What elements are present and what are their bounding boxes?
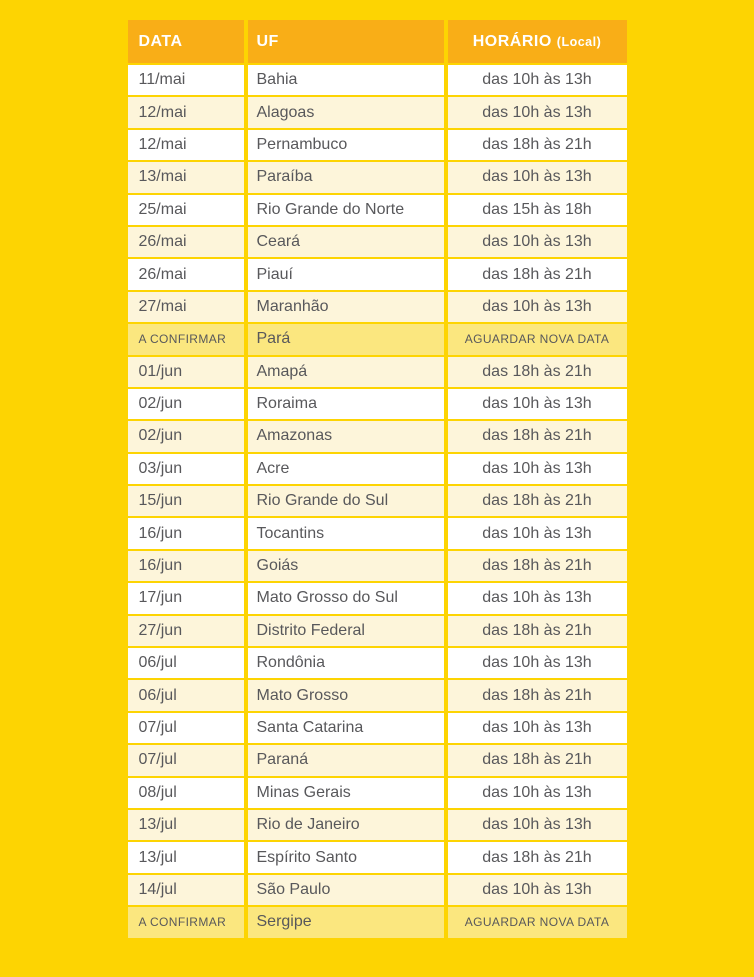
time-cell: das 18h às 21h [448, 680, 627, 710]
uf-cell: Espírito Santo [248, 842, 444, 872]
date-cell: 12/mai [128, 97, 244, 127]
time-cell: das 10h às 13h [448, 227, 627, 257]
date-cell: A CONFIRMAR [128, 324, 244, 354]
uf-cell: Sergipe [248, 907, 444, 937]
uf-cell: Rondônia [248, 648, 444, 678]
table-row [128, 907, 627, 937]
uf-cell: Piauí [248, 259, 444, 289]
time-cell: das 10h às 13h [448, 583, 627, 613]
table-row [128, 259, 627, 289]
table-row [128, 292, 627, 322]
time-cell: das 18h às 21h [448, 745, 627, 775]
uf-cell: Santa Catarina [248, 713, 444, 743]
date-cell: 06/jul [128, 648, 244, 678]
date-cell: 11/mai [128, 65, 244, 95]
time-cell: AGUARDAR NOVA DATA [448, 324, 627, 354]
uf-cell: Bahia [248, 65, 444, 95]
table-header-row [128, 20, 627, 63]
date-cell: 02/jun [128, 389, 244, 419]
time-cell: das 18h às 21h [448, 421, 627, 451]
time-cell: das 18h às 21h [448, 486, 627, 516]
date-cell: 16/jun [128, 518, 244, 548]
uf-cell: Rio Grande do Sul [248, 486, 444, 516]
time-cell: das 10h às 13h [448, 454, 627, 484]
time-cell: das 10h às 13h [448, 713, 627, 743]
date-cell: 01/jun [128, 357, 244, 387]
time-cell: das 10h às 13h [448, 518, 627, 548]
time-cell: das 10h às 13h [448, 97, 627, 127]
date-cell: 27/mai [128, 292, 244, 322]
time-cell: das 10h às 13h [448, 648, 627, 678]
date-cell: 13/jul [128, 842, 244, 872]
time-cell: das 10h às 13h [448, 389, 627, 419]
time-cell: das 10h às 13h [448, 292, 627, 322]
column-header-uf-label: UF [256, 32, 279, 50]
date-cell: 17/jun [128, 583, 244, 613]
uf-cell: Amazonas [248, 421, 444, 451]
uf-cell: Acre [248, 454, 444, 484]
time-cell: das 10h às 13h [448, 162, 627, 192]
uf-cell: Amapá [248, 357, 444, 387]
table-row [128, 778, 627, 808]
time-cell: das 18h às 21h [448, 616, 627, 646]
table-body [128, 65, 627, 938]
time-cell: das 18h às 21h [448, 259, 627, 289]
table-row [128, 745, 627, 775]
uf-cell: Distrito Federal [248, 616, 444, 646]
date-cell: 13/mai [128, 162, 244, 192]
uf-cell: Tocantins [248, 518, 444, 548]
table-row [128, 357, 627, 387]
table-row [128, 389, 627, 419]
date-cell: 16/jun [128, 551, 244, 581]
schedule-table [128, 20, 627, 938]
column-header-horario [448, 20, 627, 63]
uf-cell: Mato Grosso do Sul [248, 583, 444, 613]
table-row [128, 616, 627, 646]
table-row [128, 680, 627, 710]
table-row [128, 227, 627, 257]
uf-cell: São Paulo [248, 875, 444, 905]
uf-cell: Goiás [248, 551, 444, 581]
date-cell: A CONFIRMAR [128, 907, 244, 937]
time-cell: das 10h às 13h [448, 810, 627, 840]
date-cell: 06/jul [128, 680, 244, 710]
date-cell: 07/jul [128, 713, 244, 743]
date-cell: 08/jul [128, 778, 244, 808]
date-cell: 07/jul [128, 745, 244, 775]
column-header-horario-suffix: (Local) [556, 34, 602, 49]
time-cell: AGUARDAR NOVA DATA [448, 907, 627, 937]
date-cell: 14/jul [128, 875, 244, 905]
uf-cell: Minas Gerais [248, 778, 444, 808]
table-row [128, 875, 627, 905]
date-cell: 27/jun [128, 616, 244, 646]
column-header-uf [248, 20, 444, 63]
uf-cell: Roraima [248, 389, 444, 419]
table-row [128, 583, 627, 613]
time-cell: das 10h às 13h [448, 875, 627, 905]
table-row [128, 162, 627, 192]
uf-cell: Rio de Janeiro [248, 810, 444, 840]
column-header-data [128, 20, 244, 63]
table-row [128, 713, 627, 743]
time-cell: das 18h às 21h [448, 842, 627, 872]
time-cell: das 15h às 18h [448, 195, 627, 225]
time-cell: das 10h às 13h [448, 778, 627, 808]
table-row [128, 551, 627, 581]
uf-cell: Pará [248, 324, 444, 354]
table-row [128, 324, 627, 354]
time-cell: das 10h às 13h [448, 65, 627, 95]
uf-cell: Ceará [248, 227, 444, 257]
table-row [128, 421, 627, 451]
column-header-horario-label: HORÁRIO [472, 32, 552, 50]
column-header-data-label: DATA [138, 32, 183, 50]
uf-cell: Maranhão [248, 292, 444, 322]
date-cell: 25/mai [128, 195, 244, 225]
table-row [128, 842, 627, 872]
date-cell: 02/jun [128, 421, 244, 451]
date-cell: 03/jun [128, 454, 244, 484]
uf-cell: Pernambuco [248, 130, 444, 160]
table-row [128, 648, 627, 678]
time-cell: das 18h às 21h [448, 130, 627, 160]
uf-cell: Alagoas [248, 97, 444, 127]
time-cell: das 18h às 21h [448, 357, 627, 387]
time-cell: das 18h às 21h [448, 551, 627, 581]
date-cell: 26/mai [128, 227, 244, 257]
table-row [128, 486, 627, 516]
table-row [128, 65, 627, 95]
table-row [128, 97, 627, 127]
date-cell: 13/jul [128, 810, 244, 840]
table-row [128, 518, 627, 548]
date-cell: 12/mai [128, 130, 244, 160]
table-row [128, 195, 627, 225]
date-cell: 26/mai [128, 259, 244, 289]
table-row [128, 454, 627, 484]
uf-cell: Paraná [248, 745, 444, 775]
uf-cell: Rio Grande do Norte [248, 195, 444, 225]
table-row [128, 130, 627, 160]
table-row [128, 810, 627, 840]
uf-cell: Paraíba [248, 162, 444, 192]
uf-cell: Mato Grosso [248, 680, 444, 710]
date-cell: 15/jun [128, 486, 244, 516]
